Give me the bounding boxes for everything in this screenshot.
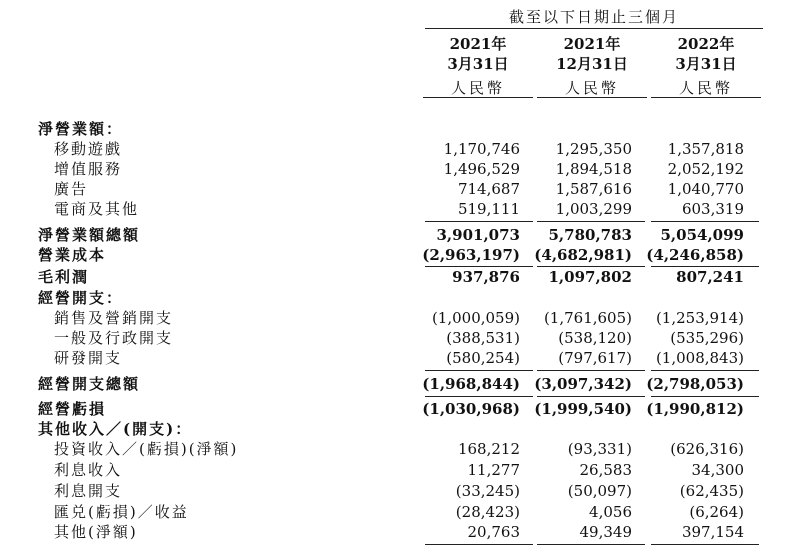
row-label: 經營開支總額 <box>38 375 141 393</box>
table-row <box>0 419 787 439</box>
table-row <box>0 439 787 459</box>
row-label: 經營虧損 <box>38 400 107 418</box>
cell-value: 397,154 <box>681 523 744 541</box>
cell-value: 2,052,192 <box>667 160 744 178</box>
row-label: 銷售及營銷開支 <box>54 309 174 327</box>
cell-value: (797,617) <box>558 349 632 367</box>
cell-value: (50,097) <box>567 482 632 500</box>
row-label: 匯兑(虧損)／收益 <box>54 503 189 521</box>
subtotal-rule <box>537 221 645 222</box>
cell-value: (33,245) <box>455 482 520 500</box>
table-row <box>0 225 787 245</box>
row-label: 廣告 <box>54 180 89 198</box>
cell-value: (1,761,605) <box>543 309 632 327</box>
cell-value: 1,040,770 <box>667 180 744 198</box>
cell-value: 1,357,818 <box>667 140 744 158</box>
cell-value: (1,999,540) <box>534 400 632 418</box>
column-currency: 人民幣 <box>450 79 505 97</box>
cell-value: 519,111 <box>457 200 520 218</box>
cell-value: 1,587,616 <box>555 180 632 198</box>
column-currency: 人民幣 <box>678 79 733 97</box>
row-label: 研發開支 <box>54 349 123 367</box>
cell-value: (1,968,844) <box>422 375 520 393</box>
cell-value: 168,212 <box>457 440 520 458</box>
table-row <box>0 267 787 287</box>
cell-value: (93,331) <box>567 440 632 458</box>
cell-value: 603,319 <box>681 200 744 218</box>
subtotal-rule <box>651 221 759 222</box>
table-row <box>0 522 787 542</box>
cell-value: 3,901,073 <box>436 226 520 244</box>
cell-value: (62,435) <box>679 482 744 500</box>
table-row <box>0 348 787 368</box>
row-label: 移動遊戲 <box>54 140 123 158</box>
cell-value: (1,990,812) <box>646 400 744 418</box>
cell-value: 20,763 <box>467 523 520 541</box>
cell-value: 49,349 <box>579 523 632 541</box>
column-header-1 <box>423 34 533 100</box>
column-date: 12月31日 <box>556 55 628 73</box>
cell-value: 1,295,350 <box>555 140 632 158</box>
row-label: 毛利潤 <box>38 268 90 286</box>
column-date: 3月31日 <box>675 55 737 73</box>
cell-value: 1,003,299 <box>555 200 632 218</box>
cell-value: 1,496,529 <box>443 160 520 178</box>
column-header-3 <box>651 34 761 100</box>
cell-value: (2,963,197) <box>422 246 520 264</box>
cell-value: 807,241 <box>676 268 744 286</box>
row-label: 淨營業額總額 <box>38 226 141 244</box>
column-header-rule <box>537 97 647 98</box>
row-label: 增值服務 <box>54 160 123 178</box>
cell-value: (535,296) <box>670 329 744 347</box>
table-row <box>0 199 787 219</box>
cell-value: (626,316) <box>670 440 744 458</box>
column-header-rule <box>651 97 761 98</box>
table-row <box>0 308 787 328</box>
column-header-rule <box>423 97 533 98</box>
cell-value: (1,000,059) <box>431 309 520 327</box>
cell-value: (1,253,914) <box>655 309 744 327</box>
cell-value: 34,300 <box>691 461 744 479</box>
subtotal-rule <box>651 370 759 371</box>
table-row <box>0 502 787 522</box>
period-header: 截至以下日期止三個月 <box>508 8 679 26</box>
row-label: 其他(淨額) <box>54 523 138 541</box>
section-label: 淨營業額： <box>38 120 124 138</box>
cell-value: 1,894,518 <box>555 160 632 178</box>
cell-value: 714,687 <box>457 180 520 198</box>
row-label: 利息開支 <box>54 482 123 500</box>
cell-value: (388,531) <box>446 329 520 347</box>
row-label: 營業成本 <box>38 246 107 264</box>
cell-value: 26,583 <box>579 461 632 479</box>
period-header-rule <box>425 28 763 29</box>
table-row <box>0 179 787 199</box>
cell-value: 11,277 <box>467 461 520 479</box>
table-row <box>0 374 787 394</box>
column-header-2 <box>537 34 647 100</box>
cell-value: (3,097,342) <box>534 375 632 393</box>
table-row <box>0 481 787 501</box>
subtotal-rule <box>651 544 759 545</box>
subtotal-rule <box>537 396 645 397</box>
subtotal-rule <box>537 370 645 371</box>
column-currency: 人民幣 <box>564 79 619 97</box>
cell-value: (1,008,843) <box>655 349 744 367</box>
section-label: 其他收入／(開支)： <box>38 420 193 438</box>
cell-value: 5,780,783 <box>548 226 632 244</box>
table-row <box>0 119 787 139</box>
subtotal-rule <box>425 396 533 397</box>
cell-value: 1,170,746 <box>443 140 520 158</box>
cell-value: 1,097,802 <box>548 268 632 286</box>
table-row <box>0 139 787 159</box>
subtotal-rule <box>537 544 645 545</box>
table-row <box>0 245 787 265</box>
cell-value: (2,798,053) <box>646 375 744 393</box>
cell-value: (4,246,858) <box>646 246 744 264</box>
table-row <box>0 399 787 419</box>
cell-value: (580,254) <box>446 349 520 367</box>
row-label: 利息收入 <box>54 461 123 479</box>
table-row <box>0 460 787 480</box>
table-row <box>0 159 787 179</box>
table-row <box>0 328 787 348</box>
row-label: 一般及行政開支 <box>54 329 174 347</box>
cell-value: (6,264) <box>689 503 744 521</box>
subtotal-rule <box>651 396 759 397</box>
subtotal-rule <box>425 370 533 371</box>
cell-value: 937,876 <box>452 268 520 286</box>
cell-value: 4,056 <box>589 503 632 521</box>
section-label: 經營開支： <box>38 289 124 307</box>
subtotal-rule <box>425 221 533 222</box>
column-year: 2022年 <box>677 35 735 53</box>
cell-value: (28,423) <box>455 503 520 521</box>
column-year: 2021年 <box>449 35 507 53</box>
subtotal-rule <box>425 544 533 545</box>
table-row <box>0 288 787 308</box>
cell-value: 5,054,099 <box>660 226 744 244</box>
cell-value: (538,120) <box>558 329 632 347</box>
column-year: 2021年 <box>563 35 621 53</box>
column-date: 3月31日 <box>447 55 509 73</box>
cell-value: (1,030,968) <box>422 400 520 418</box>
cell-value: (4,682,981) <box>534 246 632 264</box>
row-label: 投資收入／(虧損)(淨額) <box>54 440 239 458</box>
row-label: 電商及其他 <box>54 200 140 218</box>
